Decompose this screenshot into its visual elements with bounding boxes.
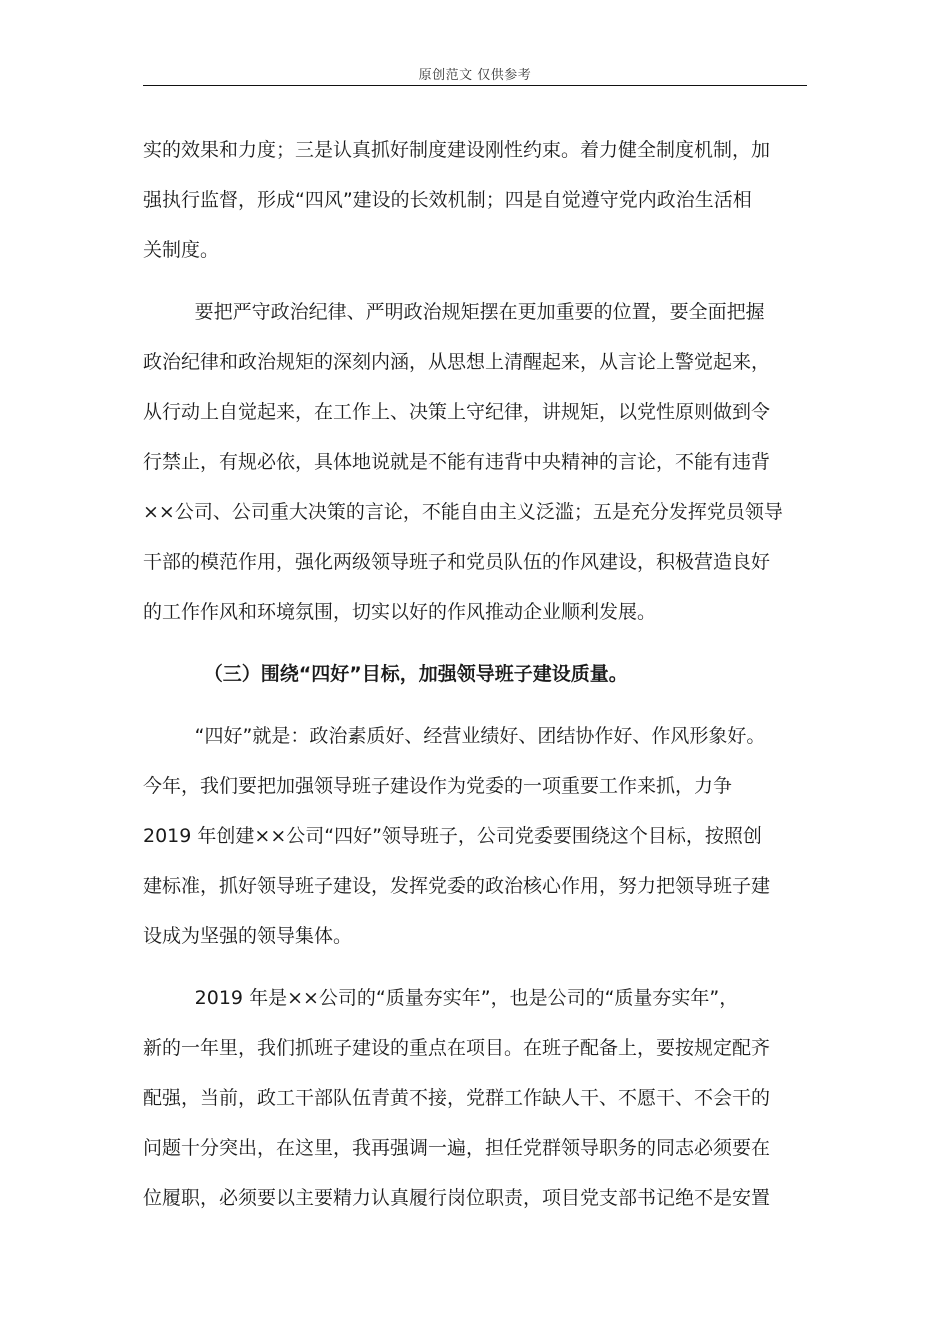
paragraph-2 [143,287,807,637]
page-header: 原创范文 仅供参考 [418,68,532,83]
text-line: 政治纪律和政治规矩的深刻内涵，从思想上清醒起来，从言论上警觉起来， [143,351,771,373]
header-divider [143,85,807,86]
paragraph-4 [143,973,807,1223]
text-line: 要把严守政治纪律、严明政治规矩摆在更加重要的位置，要全面把握 [194,301,765,323]
text-line: 2019 年创建××公司“四好”领导班子，公司党委要围绕这个目标，按照创 [143,825,762,847]
paragraph-1 [143,125,807,275]
text-line: “四好”就是：政治素质好、经营业绩好、团结协作好、作风形象好。 [194,725,766,747]
text-line: 干部的模范作用，强化两级领导班子和党员队伍的作风建设，积极营造良好 [143,551,771,573]
paragraph-3 [143,711,807,961]
document-body [143,125,807,1235]
text-line: 新的一年里，我们抓班子建设的重点在项目。在班子配备上，要按规定配齐 [143,1037,771,1059]
text-line: ××公司、公司重大决策的言论，不能自由主义泛滥；五是充分发挥党员领导 [143,501,783,523]
text-line: 设成为坚强的领导集体。 [143,925,353,947]
text-line: 从行动上自觉起来，在工作上、决策上守纪律，讲规矩，以党性原则做到令 [143,401,771,423]
text-line: 的工作作风和环境氛围，切实以好的作风推动企业顺利发展。 [143,601,657,623]
text-line: 建标准，抓好领导班子建设，发挥党委的政治核心作用，努力把领导班子建 [143,875,771,897]
text-line: 关制度。 [143,239,220,261]
text-line: 2019 年是××公司的“质量夯实年”，也是公司的“质量夯实年”， [194,987,739,1009]
text-line: 强执行监督，形成“四风”建设的长效机制；四是自觉遵守党内政治生活相 [143,189,752,211]
text-line: 位履职，必须要以主要精力认真履行岗位职责，项目党支部书记绝不是安置 [143,1187,771,1209]
text-line: 行禁止，有规必依，具体地说就是不能有违背中央精神的言论，不能有违背 [143,451,771,473]
text-line: 问题十分突出，在这里，我再强调一遍，担任党群领导职务的同志必须要在 [143,1137,771,1159]
section-heading: （三）围绕“四好”目标，加强领导班子建设质量。 [203,663,628,685]
text-line: 配强，当前，政工干部队伍青黄不接，党群工作缺人干、不愿干、不会干的 [143,1087,771,1109]
text-line: 实的效果和力度；三是认真抓好制度建设刚性约束。着力健全制度机制，加 [143,139,771,161]
text-line: 今年，我们要把加强领导班子建设作为党委的一项重要工作来抓，力争 [143,775,733,797]
